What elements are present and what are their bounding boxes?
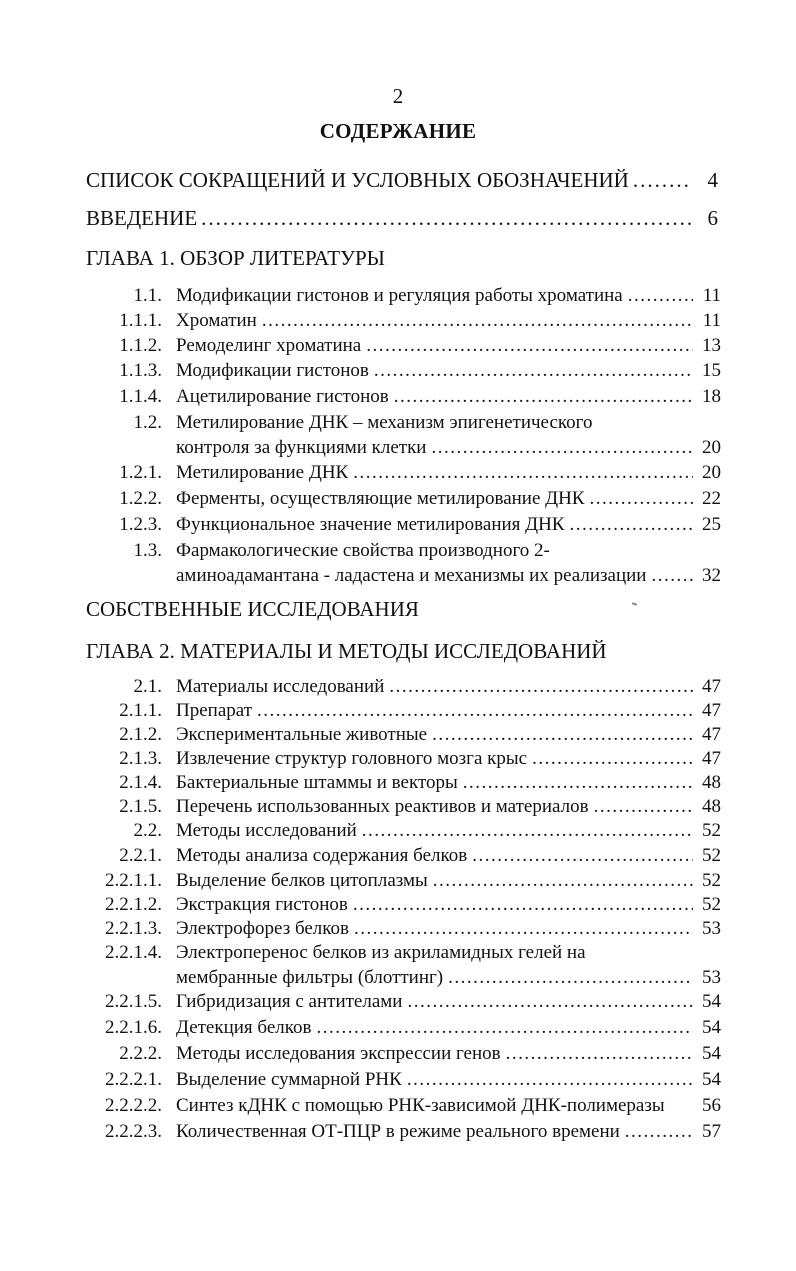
toc-item-text: Выделение суммарной РНК — [176, 1069, 402, 1090]
toc-item[interactable] — [0, 845, 796, 869]
toc-item-number: 2.2.2.3. — [105, 1121, 162, 1142]
dot-leader — [389, 676, 693, 698]
toc-item-number: 1.3. — [133, 540, 162, 561]
toc-item-page: 48 — [702, 772, 721, 793]
toc-entry-page: 4 — [707, 168, 718, 192]
toc-item-number: 1.1. — [133, 285, 162, 306]
toc-entry-text: ВВЕДЕНИЕ — [86, 206, 198, 230]
section-own-research[interactable]: СОБСТВЕННЫЕ ИССЛЕДОВАНИЯ — [86, 597, 419, 621]
toc-item[interactable] — [0, 942, 796, 992]
toc-item-text: Гибридизация с антителами — [176, 991, 403, 1012]
dot-leader — [472, 845, 693, 867]
toc-item[interactable] — [0, 412, 796, 462]
toc-item[interactable] — [0, 724, 796, 748]
toc-item-text-line1: Фармакологические свойства производного 2- — [176, 540, 550, 561]
toc-item-page: 52 — [702, 845, 721, 866]
page-number: 2 — [392, 84, 404, 108]
toc-item-text: Количественная ОТ-ПЦР в режиме реального времени — [176, 1121, 620, 1142]
toc-item-number: 2.1.5. — [119, 796, 162, 817]
toc-item-number: 1.2.2. — [119, 488, 162, 509]
toc-item-text-line1: Метилирование ДНК – механизм эпигенетического — [176, 412, 593, 433]
dot-leader — [353, 462, 693, 484]
toc-item-number: 2.1.3. — [119, 748, 162, 769]
dot-leader — [590, 488, 694, 510]
toc-item-text: Ацетилирование гистонов — [176, 386, 389, 407]
toc-item-text: Перечень использованных реактивов и материалов — [176, 796, 589, 817]
toc-item-number: 1.1.4. — [119, 386, 162, 407]
toc-item[interactable] — [0, 676, 796, 700]
dot-leader — [625, 1121, 693, 1143]
dot-leader — [448, 967, 693, 989]
toc-item[interactable] — [0, 991, 796, 1015]
toc-entry-abbreviations[interactable] — [86, 168, 718, 193]
dot-leader — [394, 386, 693, 408]
dot-leader — [506, 1043, 693, 1065]
toc-item-text: Хроматин — [176, 310, 257, 331]
toc-item-page: 18 — [702, 386, 721, 407]
toc-item-page: 32 — [702, 565, 721, 586]
toc-item-text-line1: Электроперенос белков из акриламидных гелей на — [176, 942, 586, 963]
toc-item-number: 2.2.1.5. — [105, 991, 162, 1012]
toc-item-page: 52 — [702, 820, 721, 841]
toc-item[interactable] — [0, 310, 796, 334]
toc-item-text: Модификации гистонов — [176, 360, 369, 381]
dot-leader — [262, 310, 693, 332]
toc-item[interactable] — [0, 772, 796, 796]
dot-leader — [532, 748, 693, 770]
dot-leader — [433, 870, 693, 892]
toc-item-text: Детекция белков — [176, 1017, 312, 1038]
toc-item-text: Синтез кДНК с помощью РНК-зависимой ДНК-полимеразы — [176, 1095, 665, 1116]
toc-item-number: 2.2.1.2. — [105, 894, 162, 915]
toc-item[interactable] — [0, 1017, 796, 1041]
toc-entry-introduction[interactable] — [86, 206, 718, 231]
toc-item-text: аминоадамантана - ладастена и механизмы их реализации — [176, 565, 647, 586]
toc-item[interactable] — [0, 1121, 796, 1145]
toc-item-number: 2.2.1.1. — [105, 870, 162, 891]
toc-item-number: 2.1. — [133, 676, 162, 697]
toc-item-page: 47 — [702, 676, 721, 697]
toc-item-text: Методы исследования экспрессии генов — [176, 1043, 501, 1064]
toc-item-text: Препарат — [176, 700, 252, 721]
toc-item[interactable] — [0, 1095, 796, 1119]
dot-leader — [407, 1069, 693, 1091]
toc-item-page: 13 — [702, 335, 721, 356]
toc-item-text: Ремоделинг хроматина — [176, 335, 362, 356]
toc-item[interactable] — [0, 386, 796, 410]
toc-item-text: Функциональное значение метилирования ДНК — [176, 514, 565, 535]
toc-item[interactable] — [0, 335, 796, 359]
dot-leader — [594, 796, 693, 818]
dot-leader — [633, 168, 692, 193]
toc-item-page: 20 — [702, 462, 721, 483]
toc-item[interactable] — [0, 488, 796, 512]
toc-item-number: 2.2.2.1. — [105, 1069, 162, 1090]
chapter-1-title[interactable]: ГЛАВА 1. ОБЗОР ЛИТЕРАТУРЫ — [86, 246, 385, 270]
toc-item-number: 2.2.2. — [119, 1043, 162, 1064]
toc-item-number: 2.1.1. — [119, 700, 162, 721]
toc-item-number: 1.1.2. — [119, 335, 162, 356]
toc-item-text: Электрофорез белков — [176, 918, 350, 939]
toc-item-number: 1.1.3. — [119, 360, 162, 381]
dot-leader — [353, 894, 693, 916]
dot-leader — [570, 514, 693, 536]
toc-item-number: 2.2.1.4. — [105, 942, 162, 963]
toc-entry-page: 6 — [707, 206, 718, 230]
toc-item-page: 54 — [702, 1069, 721, 1090]
toc-item-page: 52 — [702, 894, 721, 915]
toc-item-page: 48 — [702, 796, 721, 817]
dot-leader — [432, 724, 693, 746]
toc-item[interactable] — [0, 870, 796, 894]
toc-item-page: 22 — [702, 488, 721, 509]
toc-item[interactable] — [0, 894, 796, 918]
toc-item-page: 57 — [702, 1121, 721, 1142]
toc-item-page: 53 — [702, 967, 721, 988]
toc-item-number: 2.2. — [133, 820, 162, 841]
toc-item-page: 54 — [702, 1043, 721, 1064]
toc-item-page: 56 — [702, 1095, 721, 1116]
toc-item[interactable] — [0, 514, 796, 538]
toc-item-page: 54 — [702, 1017, 721, 1038]
toc-item-number: 2.1.2. — [119, 724, 162, 745]
toc-item[interactable] — [0, 796, 796, 820]
toc-item-page: 20 — [702, 437, 721, 458]
scan-speck — [632, 602, 637, 606]
toc-item-page: 52 — [702, 870, 721, 891]
dot-leader — [628, 285, 693, 307]
toc-item-page: 54 — [702, 991, 721, 1012]
toc-item-text: контроля за функциями клетки — [176, 437, 427, 458]
dot-leader — [257, 700, 693, 722]
toc-item[interactable] — [0, 462, 796, 486]
toc-item-number: 1.2.3. — [119, 514, 162, 535]
toc-item-text: мембранные фильтры (блоттинг) — [176, 967, 444, 988]
toc-item[interactable] — [0, 748, 796, 772]
toc-item-page: 25 — [702, 514, 721, 535]
dot-leader — [463, 772, 693, 794]
toc-item[interactable] — [0, 540, 796, 590]
toc-item-number: 2.1.4. — [119, 772, 162, 793]
toc-item-number: 2.2.1. — [119, 845, 162, 866]
toc-item-text: Методы анализа содержания белков — [176, 845, 468, 866]
toc-item-page: 15 — [702, 360, 721, 381]
toc-entry-text: СПИСОК СОКРАЩЕНИЙ И УСЛОВНЫХ ОБОЗНАЧЕНИЙ — [86, 168, 629, 192]
toc-item-page: 11 — [702, 310, 721, 331]
toc-item-text: Выделение белков цитоплазмы — [176, 870, 428, 891]
toc-item-number: 1.2.1. — [119, 462, 162, 483]
toc-item[interactable] — [0, 820, 796, 844]
dot-leader — [366, 335, 693, 357]
toc-item[interactable] — [0, 285, 796, 309]
toc-item[interactable] — [0, 360, 796, 384]
toc-item[interactable] — [0, 918, 796, 942]
toc-item[interactable] — [0, 1069, 796, 1093]
toc-item-page: 47 — [702, 748, 721, 769]
chapter-2-title[interactable]: ГЛАВА 2. МАТЕРИАЛЫ И МЕТОДЫ ИССЛЕДОВАНИЙ — [86, 639, 607, 663]
toc-item-page: 11 — [702, 285, 721, 306]
toc-item-text: Бактериальные штаммы и векторы — [176, 772, 458, 793]
dot-leader — [431, 437, 693, 459]
toc-item-page: 47 — [702, 724, 721, 745]
page-title: СОДЕРЖАНИЕ — [319, 119, 477, 143]
toc-item-text: Модификации гистонов и регуляция работы хроматина — [176, 285, 623, 306]
toc-item-number: 1.2. — [133, 412, 162, 433]
toc-item-text: Метилирование ДНК — [176, 462, 349, 483]
dot-leader — [407, 991, 693, 1013]
toc-item-page: 53 — [702, 918, 721, 939]
toc-item-number: 2.2.1.3. — [105, 918, 162, 939]
toc-item-text: Материалы исследований — [176, 676, 385, 697]
toc-item-text: Извлечение структур головного мозга крыс — [176, 748, 528, 769]
dot-leader — [362, 820, 693, 842]
dot-leader — [651, 565, 693, 587]
toc-item-page: 47 — [702, 700, 721, 721]
toc-item-number: 1.1.1. — [119, 310, 162, 331]
toc-item[interactable] — [0, 1043, 796, 1067]
toc-item-text: Ферменты, осуществляющие метилирование ДНК — [176, 488, 585, 509]
toc-item-number: 2.2.2.2. — [105, 1095, 162, 1116]
toc-item-number: 2.2.1.6. — [105, 1017, 162, 1038]
dot-leader — [354, 918, 693, 940]
dot-leader — [201, 206, 692, 231]
toc-item[interactable] — [0, 700, 796, 724]
dot-leader — [374, 360, 693, 382]
dot-leader — [317, 1017, 694, 1039]
toc-item-text: Экстракция гистонов — [176, 894, 348, 915]
toc-item-text: Экспериментальные животные — [176, 724, 428, 745]
toc-item-text: Методы исследований — [176, 820, 357, 841]
